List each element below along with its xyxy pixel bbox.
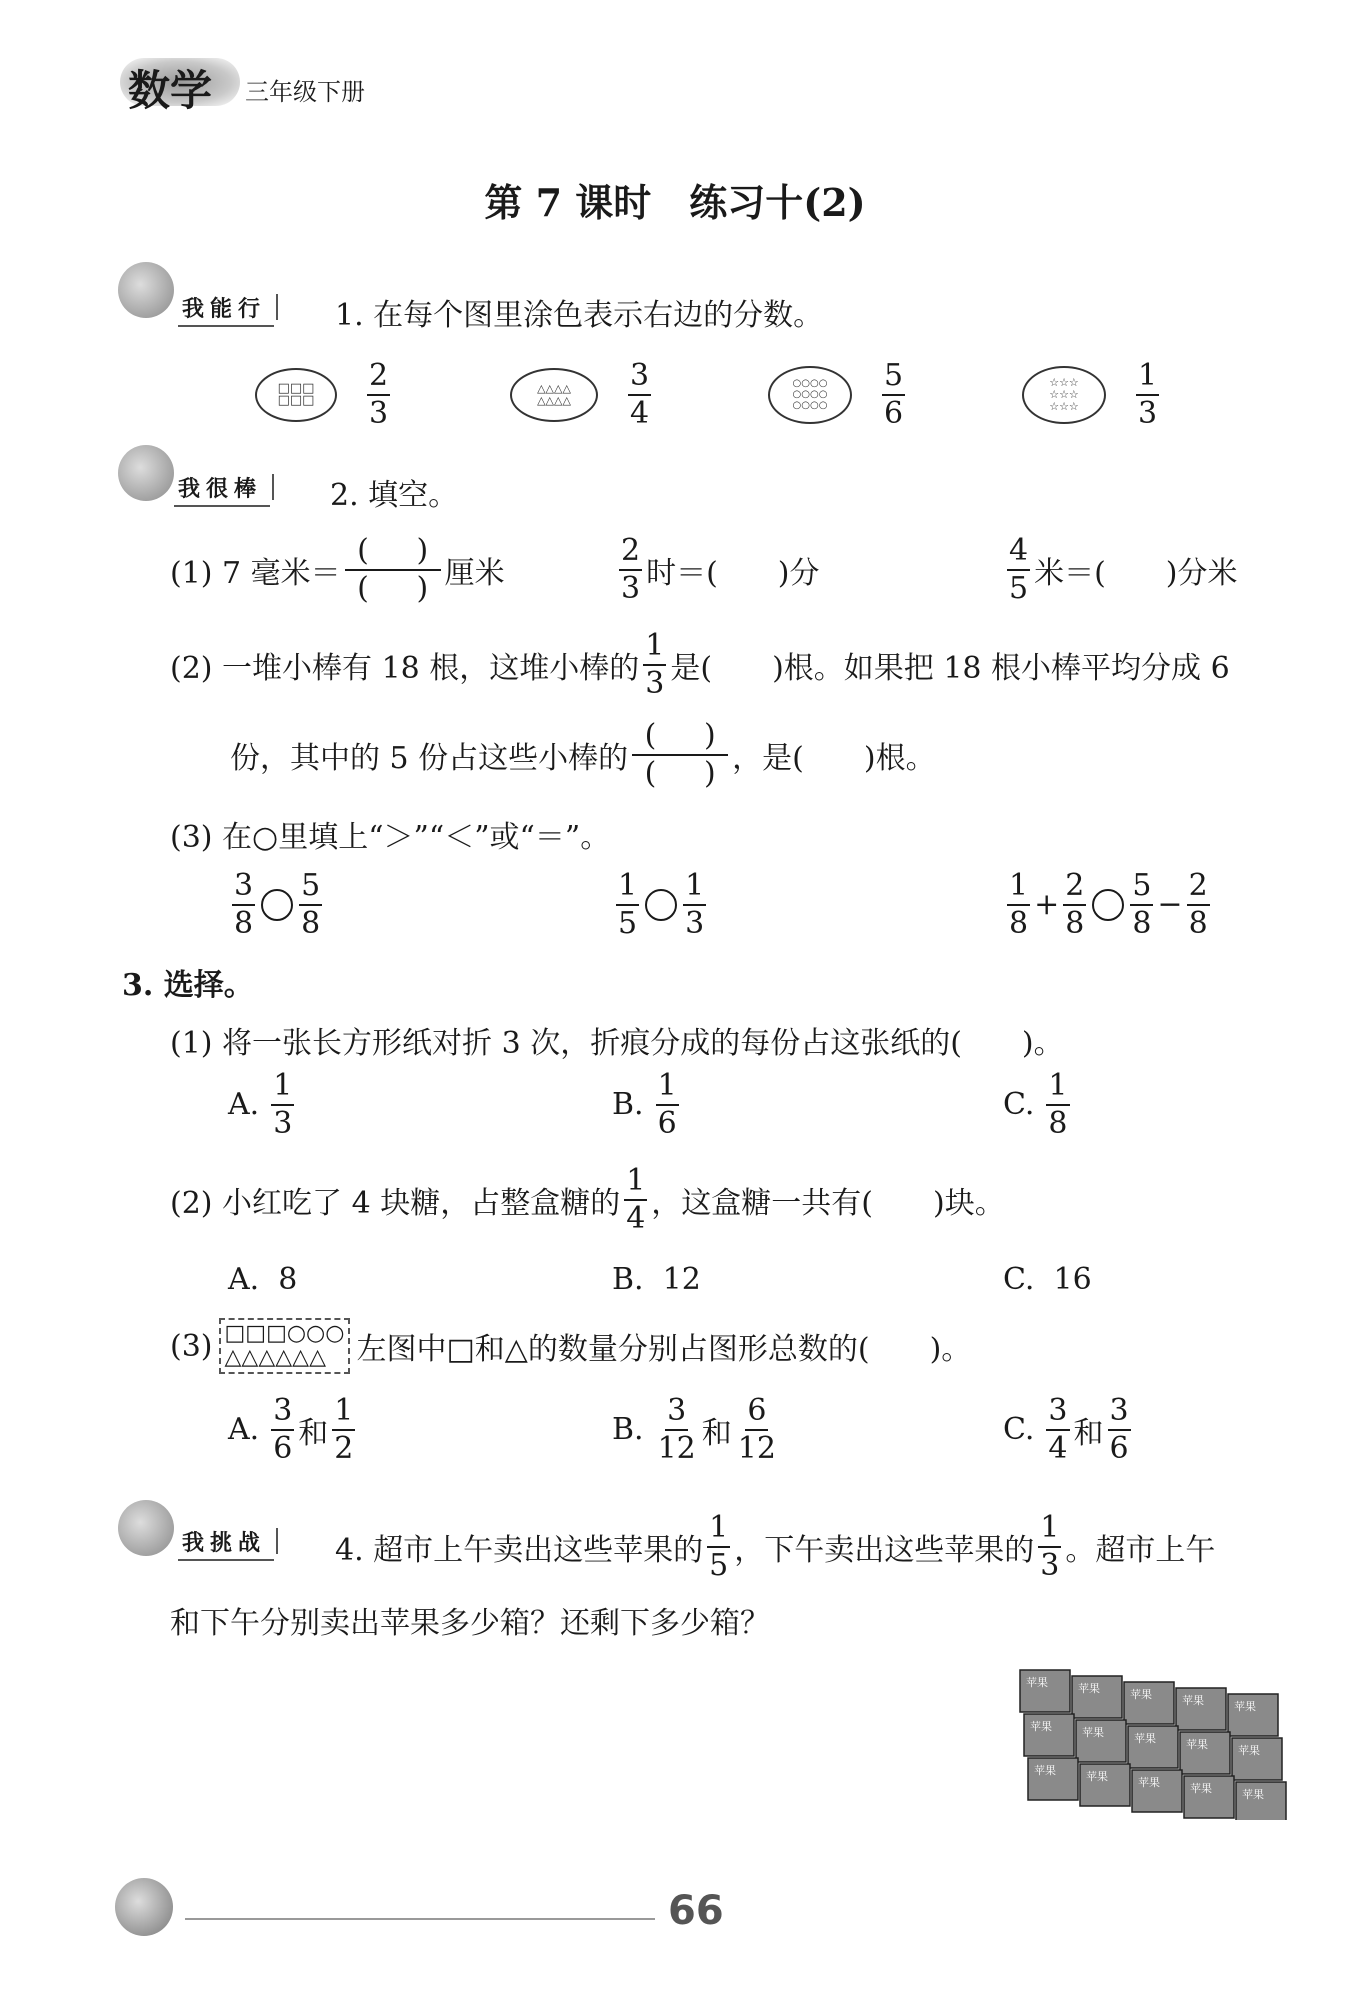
- apple-box-label: 苹果: [1138, 1776, 1160, 1789]
- compare-3: $\frac{1}{8}$ + $\frac{2}{8}$ $\frac{5}{8}$ − $\frac{2}{8}$: [1009, 868, 1208, 941]
- compare-circle[interactable]: [261, 889, 293, 921]
- q1-shape-4: [1022, 360, 1163, 429]
- q3-part3: (3) □□□○○○ △△△△△△ 左图中□和△的数量分别占图形总数的( )。: [170, 1318, 971, 1374]
- subject-title: 数学: [128, 66, 213, 115]
- blank-fraction[interactable]: $\frac{( )}{( )}$: [345, 535, 441, 604]
- fraction: $\frac{5}{6}$: [884, 358, 904, 431]
- fraction: $\frac{3}{4}$: [630, 358, 650, 431]
- girl-mascot-icon: [118, 262, 174, 318]
- blank-fraction[interactable]: $\frac{( )}{( )}$: [632, 720, 728, 789]
- section-badge-great: 我很棒: [174, 472, 270, 507]
- apple-box-label: 苹果: [1134, 1732, 1156, 1745]
- q3-p3-opt-c[interactable]: C. $\frac{3}{4}$ 和 $\frac{3}{6}$: [1003, 1393, 1129, 1466]
- q2-part2-line1: (2) 一堆小棒有 18 根，这堆小棒的 $\frac{1}{3}$ 是( )根。如果把 18 根小棒平均分成 6: [170, 628, 1230, 701]
- fraction: $\frac{2}{3}$: [369, 358, 389, 431]
- page-title: 第 7 课时 练习十(2): [484, 180, 866, 225]
- q1-label: 1. 在每个图里涂色表示右边的分数。: [335, 298, 824, 333]
- q3-p2-opt-c[interactable]: C. 16: [1003, 1262, 1092, 1297]
- q4-line1: 4. 超市上午卖出这些苹果的 $\frac{1}{5}$ ，下午卖出这些苹果的 $\frac{1}{3}$ 。超市上午: [335, 1510, 1216, 1583]
- apple-box-label: 苹果: [1234, 1700, 1256, 1713]
- apple-box-label: 苹果: [1238, 1744, 1260, 1757]
- oval-with-stars[interactable]: ☆☆☆ ☆☆☆ ☆☆☆: [1022, 366, 1106, 424]
- compare-1: $\frac{3}{8}$ $\frac{5}{8}$: [234, 868, 321, 941]
- q2-part1-b: $\frac{2}{3}$ 时＝( )分: [621, 533, 820, 606]
- q4-line2: 和下午分别卖出苹果多少箱？还剩下多少箱？: [170, 1606, 770, 1641]
- apple-box-label: 苹果: [1026, 1676, 1048, 1689]
- q3-part1: (1) 将一张长方形纸对折 3 次，折痕分成的每份占这张纸的( )。: [170, 1026, 1064, 1061]
- q2-part1: (1) 7 毫米＝ $\frac{( )}{( )}$ 厘米: [170, 533, 505, 606]
- apple-box-label: 苹果: [1078, 1682, 1100, 1695]
- section-badge-challenge: 我挑战: [178, 1526, 274, 1561]
- q3-label: 3. 选择。: [122, 968, 254, 1003]
- q2-label: 2. 填空。: [330, 478, 459, 513]
- page-number: 66: [668, 1888, 724, 1934]
- q2-part1-c: $\frac{4}{5}$ 米＝( )分米: [1009, 533, 1238, 606]
- q3-p2-opt-b[interactable]: B. 12: [612, 1262, 701, 1297]
- apple-box-label: 苹果: [1086, 1770, 1108, 1783]
- q3-p2-opt-a[interactable]: A. 8: [228, 1262, 298, 1297]
- section-badge-can-do: 我能行: [178, 292, 274, 327]
- footer-mascot-icon: [115, 1878, 173, 1936]
- apple-box-label: 苹果: [1242, 1788, 1264, 1801]
- fraction: $\frac{1}{3}$: [1138, 358, 1158, 431]
- oval-with-circles[interactable]: ○○○○ ○○○○ ○○○○: [768, 366, 852, 424]
- apple-boxes-illustration: [1010, 1650, 1310, 1820]
- apple-box-label: 苹果: [1130, 1688, 1152, 1701]
- shape-box: □□□○○○ △△△△△△: [219, 1318, 351, 1374]
- q1-shape-1: [255, 360, 394, 429]
- compare-2: $\frac{1}{5}$ $\frac{1}{3}$: [618, 868, 705, 941]
- apple-box-label: 苹果: [1186, 1738, 1208, 1751]
- q3-p3-opt-b[interactable]: B. $\frac{3}{12}$ 和 $\frac{6}{12}$: [612, 1393, 776, 1466]
- oval-with-triangles[interactable]: △△△△ △△△△: [510, 368, 598, 422]
- q3-p1-opt-c[interactable]: C. $\frac{1}{8}$: [1003, 1068, 1068, 1141]
- q3-part2: (2) 小红吃了 4 块糖，占整盒糖的 $\frac{1}{4}$ ，这盒糖一共有( )块。: [170, 1163, 1005, 1236]
- apple-box-label: 苹果: [1190, 1782, 1212, 1795]
- compare-circle[interactable]: [645, 889, 677, 921]
- q1-shape-3: [768, 360, 909, 429]
- q2-part3-label: (3) 在○里填上“＞”“＜”或“＝”。: [170, 820, 611, 855]
- q3-p3-opt-a[interactable]: A. $\frac{3}{6}$ 和 $\frac{1}{2}$: [228, 1393, 354, 1466]
- apple-box-label: 苹果: [1034, 1764, 1056, 1777]
- q3-p1-opt-b[interactable]: B. $\frac{1}{6}$: [612, 1068, 677, 1141]
- compare-circle[interactable]: [1092, 889, 1124, 921]
- apple-box-label: 苹果: [1082, 1726, 1104, 1739]
- q2-part2-line2: 份，其中的 5 份占这些小棒的 $\frac{( )}{( )}$ ，是( )根。: [230, 718, 936, 791]
- challenge-mascot-icon: [118, 1500, 174, 1556]
- oval-with-squares[interactable]: □□□ □□□: [255, 368, 337, 422]
- q1-shape-2: [510, 360, 655, 429]
- footer-rule: [185, 1918, 655, 1920]
- apple-box-label: 苹果: [1182, 1694, 1204, 1707]
- q3-p1-opt-a[interactable]: A. $\frac{1}{3}$: [228, 1068, 293, 1141]
- apple-box-label: 苹果: [1030, 1720, 1052, 1733]
- boy-mascot-icon: [118, 445, 174, 501]
- grade-label: 三年级下册: [245, 78, 365, 106]
